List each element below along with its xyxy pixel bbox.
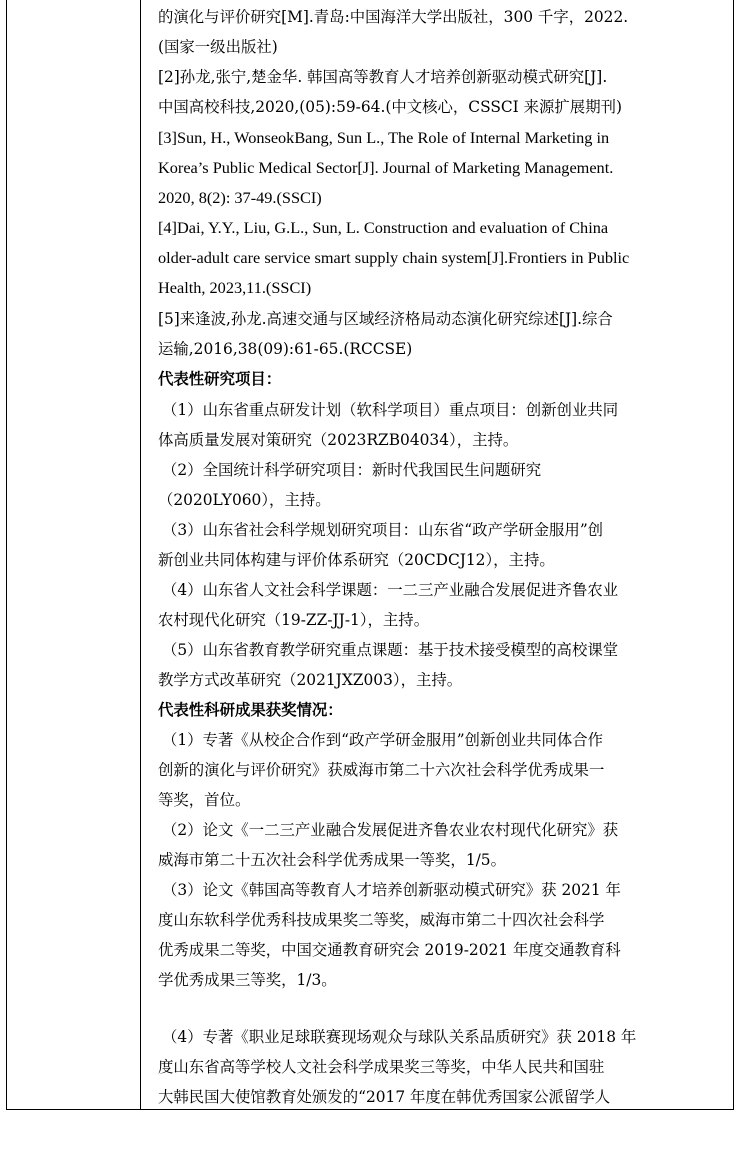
- reference-line: [5]来逢波,孙龙.高速交通与区域经济格局动态演化研究综述[J].综合: [158, 310, 613, 328]
- award-line: 度山东省高等学校人文社会科学成果奖三等奖，中华人民共和国驻: [158, 1058, 605, 1076]
- reference-line: [3]Sun, H., WonseokBang, Sun L., The Role of Internal Marketing in: [158, 128, 610, 147]
- project-line: （5）山东省教育教学研究重点课题：基于技术接受模型的高校课堂: [162, 641, 619, 659]
- awards-heading: 代表性科研成果获奖情况：: [158, 701, 343, 719]
- reference-line: (国家一级出版社): [158, 38, 278, 56]
- award-line: 优秀成果二等奖，中国交通教育研究会 2019-2021 年度交通教育科: [158, 941, 621, 959]
- reference-line: [2]孙龙,张宁,楚金华. 韩国高等教育人才培养创新驱动模式研究[J].: [158, 68, 608, 86]
- award-line: 学优秀成果三等奖，1/3。: [158, 971, 337, 989]
- award-line: （2）论文《一二三产业融合发展促进齐鲁农业农村现代化研究》获: [162, 821, 619, 839]
- reference-line: Health, 2023,11.(SSCI): [158, 278, 312, 297]
- project-line: 新创业共同体构建与评价体系研究（20CDCJ12），主持。: [158, 551, 555, 569]
- award-line: 威海市第二十五次社会科学优秀成果一等奖，1/5。: [158, 851, 506, 869]
- award-line: 大韩民国大使馆教育处颁发的“2017 年度在韩优秀国家公派留学人: [158, 1088, 611, 1106]
- project-line: 体高质量发展对策研究（2023RZB04034），主持。: [158, 431, 519, 449]
- project-line: 教学方式改革研究（2021JXZ003），主持。: [158, 671, 463, 689]
- reference-line: Korea’s Public Medical Sector[J]. Journal of Marketing Management.: [158, 158, 614, 177]
- award-line: 创新的演化与评价研究》获威海市第二十六次社会科学优秀成果一: [158, 761, 605, 779]
- projects-heading: 代表性研究项目：: [158, 370, 282, 388]
- award-line: （1）专著《从校企合作到“政产学研金服用”创新创业共同体合作: [162, 731, 604, 749]
- reference-line: older-adult care service smart supply chain system[J].Frontiers in Public: [158, 248, 630, 267]
- reference-line: 的演化与评价研究[M].青岛:中国海洋大学出版社，300 千字，2022.: [158, 8, 629, 26]
- award-line: 度山东软科学优秀科技成果奖二等奖，威海市第二十四次社会科学: [158, 911, 605, 929]
- reference-line: 运输,2016,38(09):61-65.(RCCSE): [158, 340, 413, 358]
- award-line: （3）论文《韩国高等教育人才培养创新驱动模式研究》获 2021 年: [162, 881, 621, 899]
- project-line: （2）全国统计科学研究项目：新时代我国民生问题研究: [162, 461, 542, 479]
- project-line: （3）山东省社会科学规划研究项目：山东省“政产学研金服用”创: [162, 521, 604, 539]
- reference-line: 中国高校科技,2020,(05):59-64.(中文核心，CSSCI 来源扩展期刊): [158, 98, 622, 116]
- column-divider: [140, 0, 141, 1110]
- award-line: （4）专著《职业足球联赛现场观众与球队关系品质研究》获 2018 年: [162, 1028, 637, 1046]
- project-line: （4）山东省人文社会科学课题：一二三产业融合发展促进齐鲁农业: [162, 581, 619, 599]
- reference-line: 2020, 8(2): 37-49.(SSCI): [158, 188, 322, 207]
- project-line: （1）山东省重点研发计划（软科学项目）重点项目：创新创业共同: [162, 401, 619, 419]
- project-line: （2020LY060），主持。: [158, 491, 331, 509]
- award-line: 等奖，首位。: [158, 791, 251, 809]
- project-line: 农村现代化研究（19-ZZ-JJ-1），主持。: [158, 611, 430, 629]
- reference-line: [4]Dai, Y.Y., Liu, G.L., Sun, L. Construction and evaluation of China: [158, 218, 609, 237]
